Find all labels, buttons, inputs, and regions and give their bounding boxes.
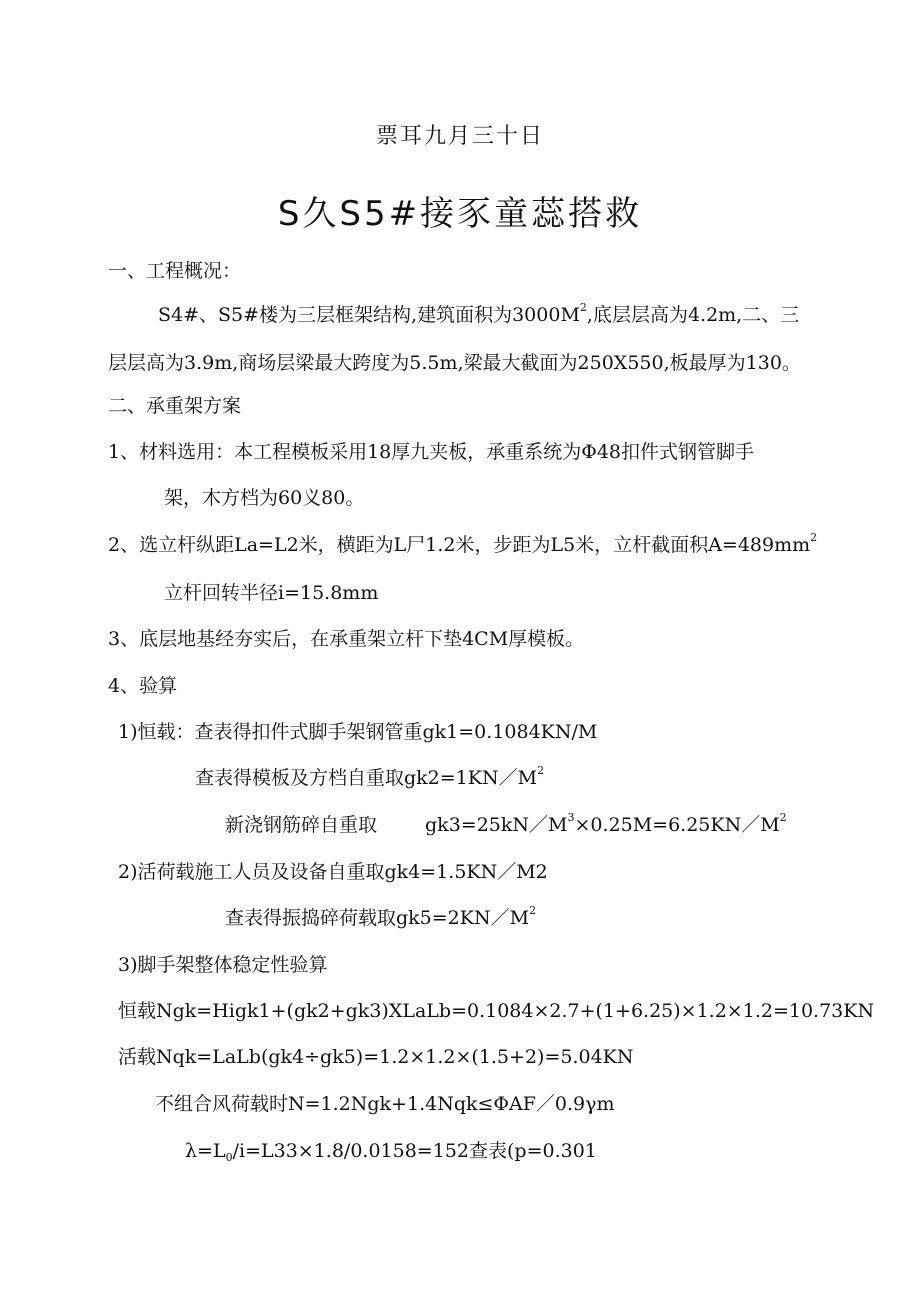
superscript: 3 <box>567 811 575 824</box>
text-run: 查表得模板及方档自重取gk2=1KN／M <box>195 767 538 789</box>
calc-stability-live-load: 活载Nqk=LaLb(gk4÷gk5)=1.2×1.2×(1.5+2)=5.04KN <box>118 1046 634 1068</box>
text-run: S4#、S5#楼为三层框架结构,建筑面积为3000M <box>158 304 580 326</box>
calc-stability-combination: 不组合风荷载时N=1.2Ngk+1.4Nqk≤ΦAF／0.9γm <box>155 1093 615 1115</box>
calc-dead-load-line-2 <box>195 765 544 791</box>
calc-stability-slenderness <box>185 1138 597 1164</box>
superscript: 2 <box>810 531 818 544</box>
text-run: /i=L33×1.8/0.0158=152查表(p=0.301 <box>232 1140 597 1162</box>
calc-live-load-line-2 <box>225 905 536 931</box>
superscript: 2 <box>537 764 545 777</box>
calc-dead-load-line-3 <box>225 812 787 838</box>
subscript: 0 <box>225 1151 233 1164</box>
section-heading-scheme: 二、承重架方案 <box>108 395 242 417</box>
item-pole-spacing-line-2: 立杆回转半径i=15.8mm <box>164 582 379 604</box>
section-heading-overview: 一、工程概况： <box>108 260 242 282</box>
text-run: 2、选立杆纵距La=L2米，横距为L尸1.2米，步距为L5米，立杆截面积A=489mm <box>108 534 811 556</box>
text-run: 新浇钢筋碎自重取 <box>225 814 378 836</box>
calc-live-load-line-1: 2)活荷载施工人员及设备自重取gk4=1.5KN／M2 <box>118 861 548 883</box>
item-pole-spacing-line-1 <box>108 532 817 558</box>
document-title: S久S5#接豕童蕊搭救 <box>277 194 643 234</box>
item-foundation: 3、底层地基经夯实后，在承重架立杆下垫4CM厚模板。 <box>108 628 585 650</box>
superscript: 2 <box>579 301 587 314</box>
document-date: 票耳九月三十日 <box>375 124 544 149</box>
text-run: ,底层层高为4.2m,二、三 <box>586 304 800 326</box>
text-run: ×0.25M=6.25KN／M <box>574 814 780 836</box>
overview-paragraph-line-2: 层层高为3.9m,商场层梁最大跨度为5.5m,梁最大截面为250X550,板最厚为130。 <box>108 352 801 374</box>
overview-paragraph-line-1 <box>158 302 799 328</box>
calc-stability-dead-load: 恒载Ngk=Higk1+(gk2+gk3)XLaLb=0.1084×2.7+(1+6.25)×1.2×1.2=10.73KN <box>118 1000 875 1022</box>
text-run: gk3=25kN／M <box>425 814 568 836</box>
calc-stability-heading: 3)脚手架整体稳定性验算 <box>118 954 328 976</box>
item-materials-line-2: 架，木方档为60义80。 <box>164 487 365 509</box>
text-run: 查表得振捣碎荷载取gk5=2KN／M <box>225 907 530 929</box>
text-run: λ=L <box>185 1140 226 1162</box>
item-materials-line-1: 1、材料选用：本工程模板采用18厚九夹板，承重系统为Φ48扣件式钢管脚手 <box>108 441 755 463</box>
calc-dead-load-line-1: 1)恒载：查表得扣件式脚手架钢管重gk1=0.1084KN/M <box>118 721 598 743</box>
item-verification: 4、验算 <box>108 675 178 697</box>
superscript: 2 <box>779 811 787 824</box>
superscript: 2 <box>529 904 537 917</box>
